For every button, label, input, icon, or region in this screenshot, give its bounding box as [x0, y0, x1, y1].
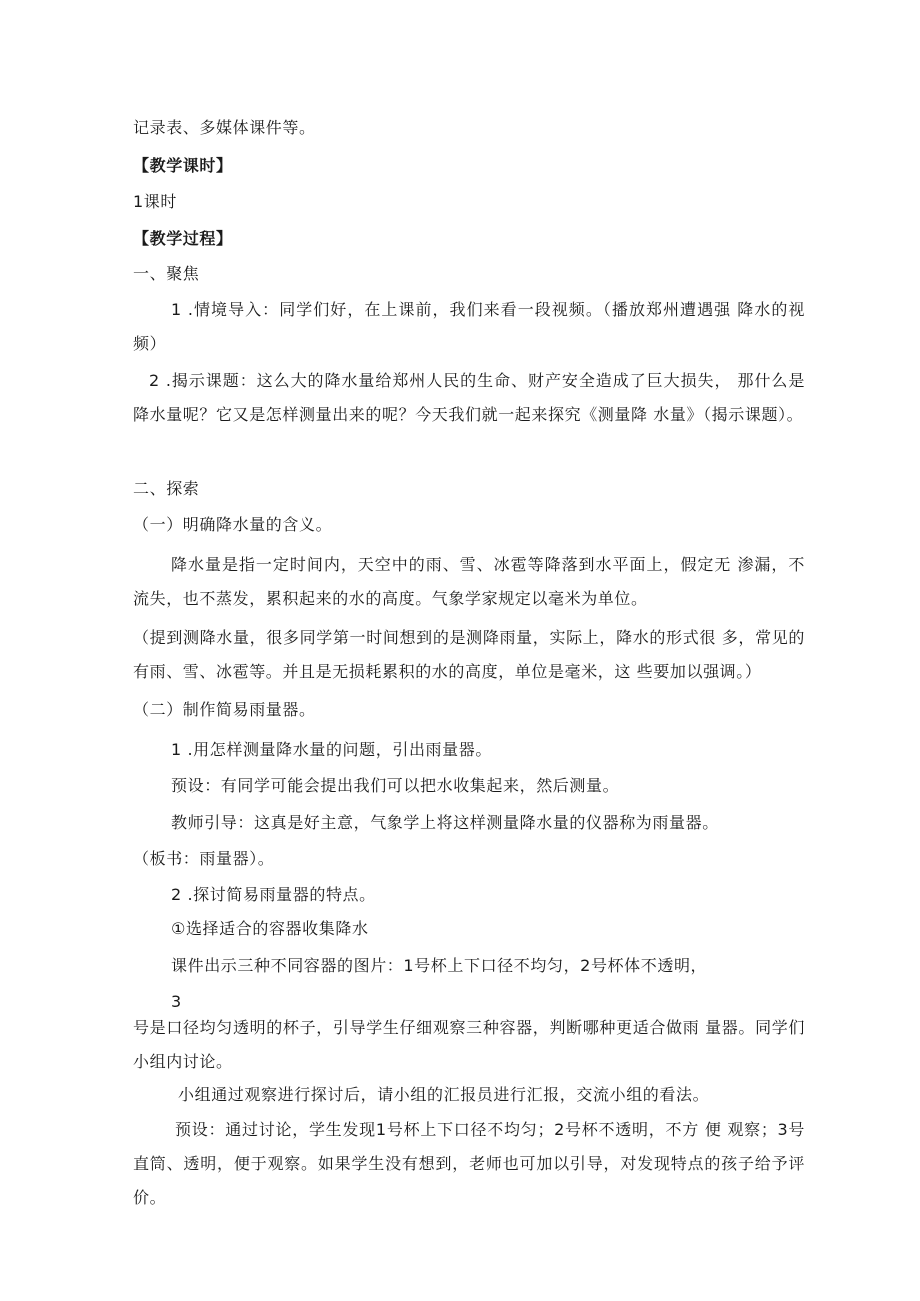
heading-explore: 二、探索: [133, 479, 200, 498]
section-heading-lesson-hours: 【教学课时】: [133, 156, 233, 175]
text-line: 记录表、多媒体课件等。: [133, 118, 316, 137]
section-heading-teaching-process: 【教学过程】: [133, 229, 233, 248]
text-line: 教师引导：这真是好主意，气象学上将这样测量降水量的仪器称为雨量器。: [171, 813, 719, 832]
subheading-rain-gauge: （二）制作简易雨量器。: [133, 700, 316, 719]
text-line: （板书：雨量器）。: [133, 849, 275, 868]
text-line: 预设：有同学可能会提出我们可以把水收集起来，然后测量。: [171, 776, 620, 795]
text-line: ①选择适合的容器收集降水: [171, 919, 369, 938]
text-line: 小组通过观察进行探讨后，请小组的汇报员进行汇报，交流小组的看法。: [178, 1085, 710, 1104]
text-line: 课件出示三种不同容器的图片：1号杯上下口径不均匀，2号杯体不透明，: [171, 956, 708, 975]
subheading-definition: （一）明确降水量的含义。: [133, 515, 333, 534]
heading-focus: 一、聚焦: [133, 264, 200, 283]
text-line: 1 .用怎样测量降水量的问题，引出雨量器。: [171, 740, 492, 759]
text-line: 2 .探讨简易雨量器的特点。: [171, 885, 376, 904]
paragraph-topic: 2 .揭示课题：这么大的降水量给郑州人民的生命、财产安全造成了巨大损失， 那什么是降水量呢？它又是怎样测量出来的呢？今天我们就一起来探究《测量降 水量》（揭示课题）。: [133, 371, 805, 424]
paragraph-containers: 号是口径均匀透明的杯子，引导学生仔细观察三种容器，判断哪种更适合做雨 量器。同学们小组内讨论。: [133, 1018, 805, 1071]
text-line: 1课时: [133, 192, 177, 211]
paragraph-preset: 预设：通过讨论，学生发现1号杯上下口径不均匀；2号杯不透明，不方 便 观察；3号直筒、透明，便于观察。如果学生没有想到，老师也可加以引导，对发现特点的孩子给予评价。: [133, 1120, 805, 1207]
text-line: 3: [171, 992, 182, 1011]
paragraph-note: （提到测降水量，很多同学第一时间想到的是测降雨量，实际上，降水的形式很 多，常见的有雨、雪、冰雹等。并且是无损耗累积的水的高度，单位是毫米，这 些要加以强调。）: [133, 628, 805, 681]
paragraph-definition: 降水量是指一定时间内，天空中的雨、雪、冰雹等降落到水平面上，假定无 渗漏，不流失，也不蒸发，累积起来的水的高度。气象学家规定以毫米为单位。: [133, 555, 805, 608]
paragraph-intro: 1 .情境导入：同学们好，在上课前，我们来看一段视频。（播放郑州遭遇强 降水的视频）: [133, 300, 805, 353]
